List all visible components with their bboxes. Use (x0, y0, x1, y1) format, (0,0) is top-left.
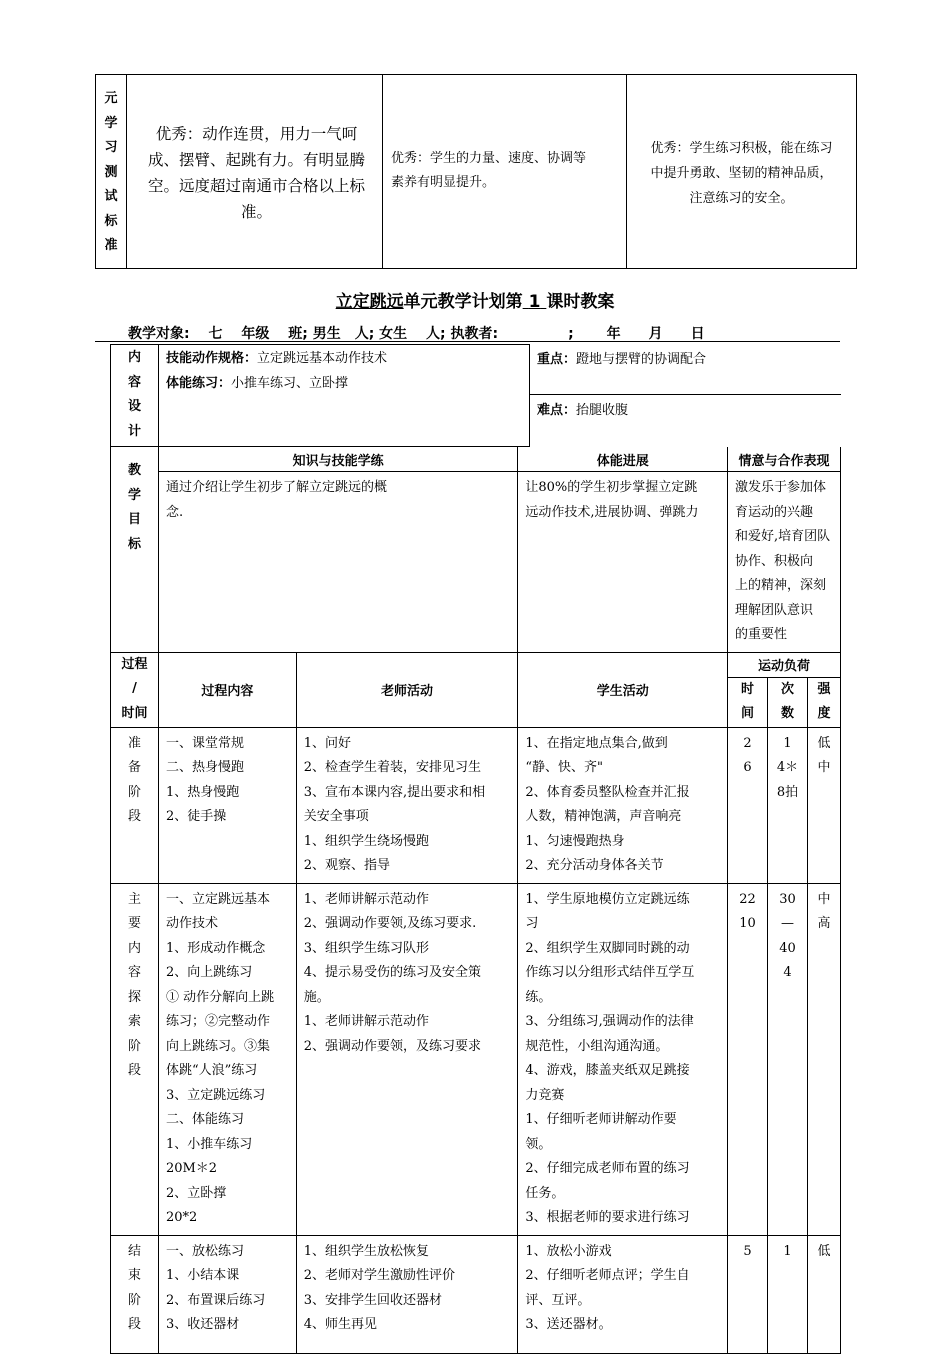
text-line: 习 (104, 140, 118, 155)
title-lesson-number: 1 (528, 292, 541, 312)
text-line: 的重要性 (735, 627, 788, 642)
text-line: 元 (104, 91, 118, 106)
phase-time (728, 727, 768, 883)
text-line: 4、提示易受伤的练习及安全策 (303, 965, 482, 980)
text-line: 2、充分活动身体各关节 (525, 858, 664, 873)
text-line: “静、快、齐" (525, 760, 604, 775)
text-line: 1、仔细听老师讲解动作要 (525, 1112, 677, 1127)
text-line: 习 (525, 916, 539, 931)
text-line: 次 (780, 681, 794, 697)
assessment-label-cell (96, 75, 127, 269)
text-line: 2、布置课后练习 (165, 1292, 266, 1308)
text-line: 和爱好,培育团队协作、积极向 (735, 529, 831, 569)
text-line: 20M＊2 (165, 1161, 218, 1176)
objectives-header-knowledge: 知识与技能学练 (158, 447, 517, 472)
phase-row-main (111, 883, 841, 1235)
text-line: 段 (127, 1317, 141, 1332)
text-line: 结 (127, 1243, 141, 1259)
title-lesson-plan: 课时教案 (546, 292, 615, 312)
text-line: 2、强调动作要领,及练习要求. (303, 916, 477, 931)
page-title (0, 287, 950, 312)
text-line: / (132, 681, 137, 697)
objectives-header-row (111, 447, 841, 472)
text-line: 任务。 (525, 1185, 565, 1201)
text-line: 2、检查学生着装，安排见习生 (303, 760, 482, 775)
text-line: 度 (817, 706, 831, 721)
text-line: 优秀：动作连贯，用力一气呵 (155, 125, 358, 143)
objectives-header-attitude: 情意与合作表现 (728, 447, 841, 472)
text-line: 试 (104, 189, 118, 204)
text-line: 施。 (303, 989, 330, 1005)
text-line: 要 (127, 916, 141, 931)
text-line: 内 (127, 940, 141, 956)
text-line: 2、观察、指导 (303, 858, 391, 873)
key-point: 重点：蹬地与摆臂的协调配合 (530, 344, 841, 395)
text-line: 高 (817, 916, 831, 931)
phase-row-end (111, 1235, 841, 1353)
text-line: 1、组织学生放松恢复 (303, 1243, 430, 1259)
teacher-header: 老师活动 (296, 652, 518, 727)
text-line: 领。 (525, 1136, 552, 1152)
text-line: 2、组织学生双脚同时跳的动 (525, 940, 690, 956)
objectives-attitude (728, 472, 841, 653)
text-line: 3、宣布本课内容,提出要求和相 (303, 784, 486, 800)
text-line: 让80%的学生初步掌握立定跳 (525, 480, 698, 495)
lesson-plan-table (110, 344, 841, 1354)
text-line: 二、热身慢跑 (165, 760, 244, 775)
text-line: 阶 (127, 784, 141, 800)
text-line: 1、小推车练习 (165, 1136, 253, 1152)
text-line: 设 (127, 399, 141, 414)
text-line: 2、体育委员整队检查并汇报 (525, 784, 690, 800)
text-line: 20*2 (165, 1210, 198, 1225)
text-line: 1、放松小游戏 (525, 1243, 612, 1259)
text-line: 索 (127, 1014, 141, 1029)
lesson-info-rule (95, 341, 840, 342)
phase-student (518, 883, 728, 1235)
text-line: 8拍 (776, 784, 799, 800)
text-line: 中提升勇敢、坚韧的精神品质， (650, 166, 833, 181)
text-line: 1 (783, 735, 792, 751)
text-line: 1、学生原地模仿立定跳远练 (525, 891, 690, 907)
text-line: 练习；②完整动作 (165, 1014, 270, 1029)
load-header: 运动负荷 (728, 652, 841, 677)
phase-teacher (296, 727, 518, 883)
text-line: 阶 (127, 1038, 141, 1054)
phase-label (111, 883, 159, 1235)
objectives-fitness (518, 472, 728, 653)
title-topic: 立定跳远 (335, 292, 404, 312)
text-line: 2、老师对学生激励性评价 (303, 1268, 456, 1283)
text-line: 注意练习的安全。 (689, 191, 794, 206)
phase-intensity (807, 727, 840, 883)
text-line: 过程 (121, 656, 148, 672)
objectives-label (111, 447, 159, 653)
phase-student (518, 1235, 728, 1353)
text-line: 标 (127, 536, 141, 552)
text-line: 通过介绍让学生初步了解立定跳远的概 (165, 480, 387, 495)
phase-label (111, 1235, 159, 1353)
text-line: 2、徒手操 (165, 809, 227, 824)
assessment-label (96, 75, 126, 259)
content-header: 过程内容 (158, 652, 296, 727)
student-header: 学生活动 (518, 652, 728, 727)
text-line: 关安全事项 (303, 809, 369, 824)
assessment-attitude-text (627, 75, 856, 211)
assessment-attitude-cell (627, 75, 857, 269)
text-line: 段 (127, 809, 141, 824)
text-line: 上的精神，深刻理解团队意识 (735, 578, 827, 618)
text-line: 素养有明显提升。 (391, 175, 496, 190)
phase-teacher (296, 1235, 518, 1353)
text-line: 数 (780, 706, 794, 721)
phase-count (768, 1235, 808, 1353)
phase-teacher (296, 883, 518, 1235)
text-line: 练。 (525, 989, 552, 1005)
text-line: — (780, 916, 794, 931)
text-line: 作练习以分组形式结伴互学互 (525, 965, 695, 980)
assessment-skill-cell (127, 75, 383, 269)
text-line: 评、互评。 (525, 1292, 591, 1308)
text-line: 强 (817, 681, 831, 697)
text-line: 4＊ (776, 760, 799, 775)
text-line: 1、小结本课 (165, 1268, 240, 1283)
phase-student (518, 727, 728, 883)
text-line: 标 (104, 213, 118, 229)
text-line: 1、在指定地点集合,做到 (525, 735, 668, 751)
text-line: 优秀：学生的力量、速度、协调等 (391, 151, 587, 166)
text-line: 1、老师讲解示范动作 (303, 1014, 430, 1029)
difficulty-point: 难点：抬腿收腹 (537, 403, 629, 418)
phase-content (158, 1235, 296, 1353)
text-line: 段 (127, 1063, 141, 1078)
text-line: 优秀：学生练习积极，能在练习 (650, 141, 833, 156)
text-line: 低 (817, 735, 831, 751)
phase-count (768, 727, 808, 883)
assessment-fitness-text (383, 75, 626, 195)
text-line: 1、热身慢跑 (165, 784, 240, 800)
text-line: 测 (104, 164, 118, 180)
text-line: 3、送还器材。 (525, 1317, 612, 1332)
text-line: 容 (127, 965, 141, 980)
text-line: 人数，精神饱满，声音响亮 (525, 809, 682, 824)
title-unit-plan: 单元教学计划第 (403, 292, 523, 312)
text-line: 时间 (121, 705, 148, 721)
text-line: 1、老师讲解示范动作 (303, 891, 430, 907)
skill-spec: 技能动作规格：立定跳远基本动作技术 (165, 351, 387, 366)
key-difficulty-block (529, 344, 841, 447)
text-line: 中 (817, 891, 831, 907)
text-line: 念. (165, 504, 184, 520)
text-line: 学 (127, 487, 141, 503)
text-line: 2、向上跳练习 (165, 965, 253, 980)
text-line: 40 (779, 940, 796, 956)
process-header-row (111, 652, 841, 677)
text-line: 时 (741, 681, 755, 697)
text-line: 5 (743, 1243, 752, 1259)
text-line: 目 (127, 512, 141, 527)
text-line: 3、立定跳远练习 (165, 1087, 266, 1103)
text-line: 3、根据老师的要求进行练习 (525, 1210, 690, 1225)
text-line: 体跳“人浪”练习 (165, 1063, 258, 1078)
text-line: 1、形成动作概念 (165, 940, 266, 956)
text-line: 空。远度超过南通市合格以上标 (147, 177, 365, 195)
text-line: 向上跳练习。③集 (165, 1038, 270, 1054)
text-line: 准。 (240, 203, 272, 221)
text-line: 2 (743, 735, 752, 751)
text-line: 探 (127, 989, 141, 1005)
text-line: 4 (783, 965, 792, 980)
fitness-practice: 体能练习：小推车练习、立卧撑 (165, 375, 348, 391)
text-line: 2、立卧撑 (165, 1185, 227, 1201)
text-line: 3、分组练习,强调动作的法律 (525, 1014, 694, 1029)
text-line: 二、体能练习 (165, 1112, 244, 1127)
phase-label (111, 727, 159, 883)
lesson-info-line: 教学对象: 七 年级 班; 男生 人; 女生 人; 执教者: ; 年 月 日 (128, 326, 705, 342)
text-line: 1、匀速慢跑热身 (525, 833, 625, 849)
text-line: 主 (127, 891, 141, 907)
text-line: 一、立定跳远基本 (165, 891, 270, 907)
text-line: 2、强调动作要领，及练习要求 (303, 1038, 482, 1054)
text-line: 间 (741, 706, 755, 721)
text-line: 远动作技术,进展协调、弹跳力 (525, 504, 699, 520)
text-line: 3、收还器材 (165, 1317, 240, 1332)
text-line: 2、仔细完成老师布置的练习 (525, 1161, 690, 1176)
text-line: 4、师生再见 (303, 1317, 378, 1332)
text-line: 一、放松练习 (165, 1243, 244, 1259)
text-line: 规范性，小组沟通沟通。 (525, 1038, 669, 1054)
phase-intensity (807, 1235, 840, 1353)
text-line: 动作技术 (165, 916, 218, 931)
text-line: 1 (783, 1243, 792, 1259)
objectives-header-fitness: 体能进展 (518, 447, 728, 472)
text-line: 6 (743, 760, 752, 775)
text-line: 内 (127, 350, 141, 365)
text-line: 教 (127, 463, 141, 478)
text-line: 学 (104, 115, 118, 131)
text-line: 1、组织学生绕场慢跑 (303, 833, 430, 849)
text-line: 中 (817, 760, 831, 775)
phase-time (728, 1235, 768, 1353)
text-line: 激发乐于参加体育运动的兴趣 (735, 480, 827, 520)
text-line: 计 (127, 423, 141, 439)
assessment-fitness-cell (383, 75, 627, 269)
content-design-label (111, 345, 159, 447)
text-line: ① 动作分解向上跳 (165, 989, 275, 1005)
text-line: 容 (127, 374, 141, 390)
text-line: 一、课堂常规 (165, 735, 244, 751)
count-header (768, 677, 808, 727)
text-line: 备 (127, 760, 141, 775)
text-line: 束 (127, 1268, 141, 1283)
objectives-row (111, 472, 841, 653)
text-line: 10 (739, 916, 756, 931)
text-line: 准 (127, 735, 141, 751)
phase-header (111, 652, 159, 727)
text-line: 2、仔细听老师点评；学生自 (525, 1268, 690, 1283)
text-line: 4、游戏，膝盖夹纸双足跳接 (525, 1063, 690, 1078)
text-line: 阶 (127, 1292, 141, 1308)
phase-time (728, 883, 768, 1235)
phase-count (768, 883, 808, 1235)
phase-row-prep (111, 727, 841, 883)
text-line: 成、摆臂、起跳有力。有明显腾 (147, 151, 365, 169)
phase-content (158, 883, 296, 1235)
phase-intensity (807, 883, 840, 1235)
intensity-header (807, 677, 840, 727)
text-line: 力竞赛 (525, 1087, 565, 1103)
text-line: 3、安排学生回收还器材 (303, 1292, 443, 1308)
assessment-skill-text (127, 75, 382, 225)
text-line: 1、问好 (303, 735, 352, 751)
objectives-knowledge (158, 472, 517, 653)
text-line: 准 (104, 238, 118, 253)
time-header (728, 677, 768, 727)
text-line: 30 (779, 891, 796, 907)
text-line: 低 (817, 1243, 831, 1259)
text-line: 3、组织学生练习队形 (303, 940, 430, 956)
text-line: 22 (739, 891, 756, 907)
assessment-standard-table (95, 74, 857, 269)
phase-content (158, 727, 296, 883)
